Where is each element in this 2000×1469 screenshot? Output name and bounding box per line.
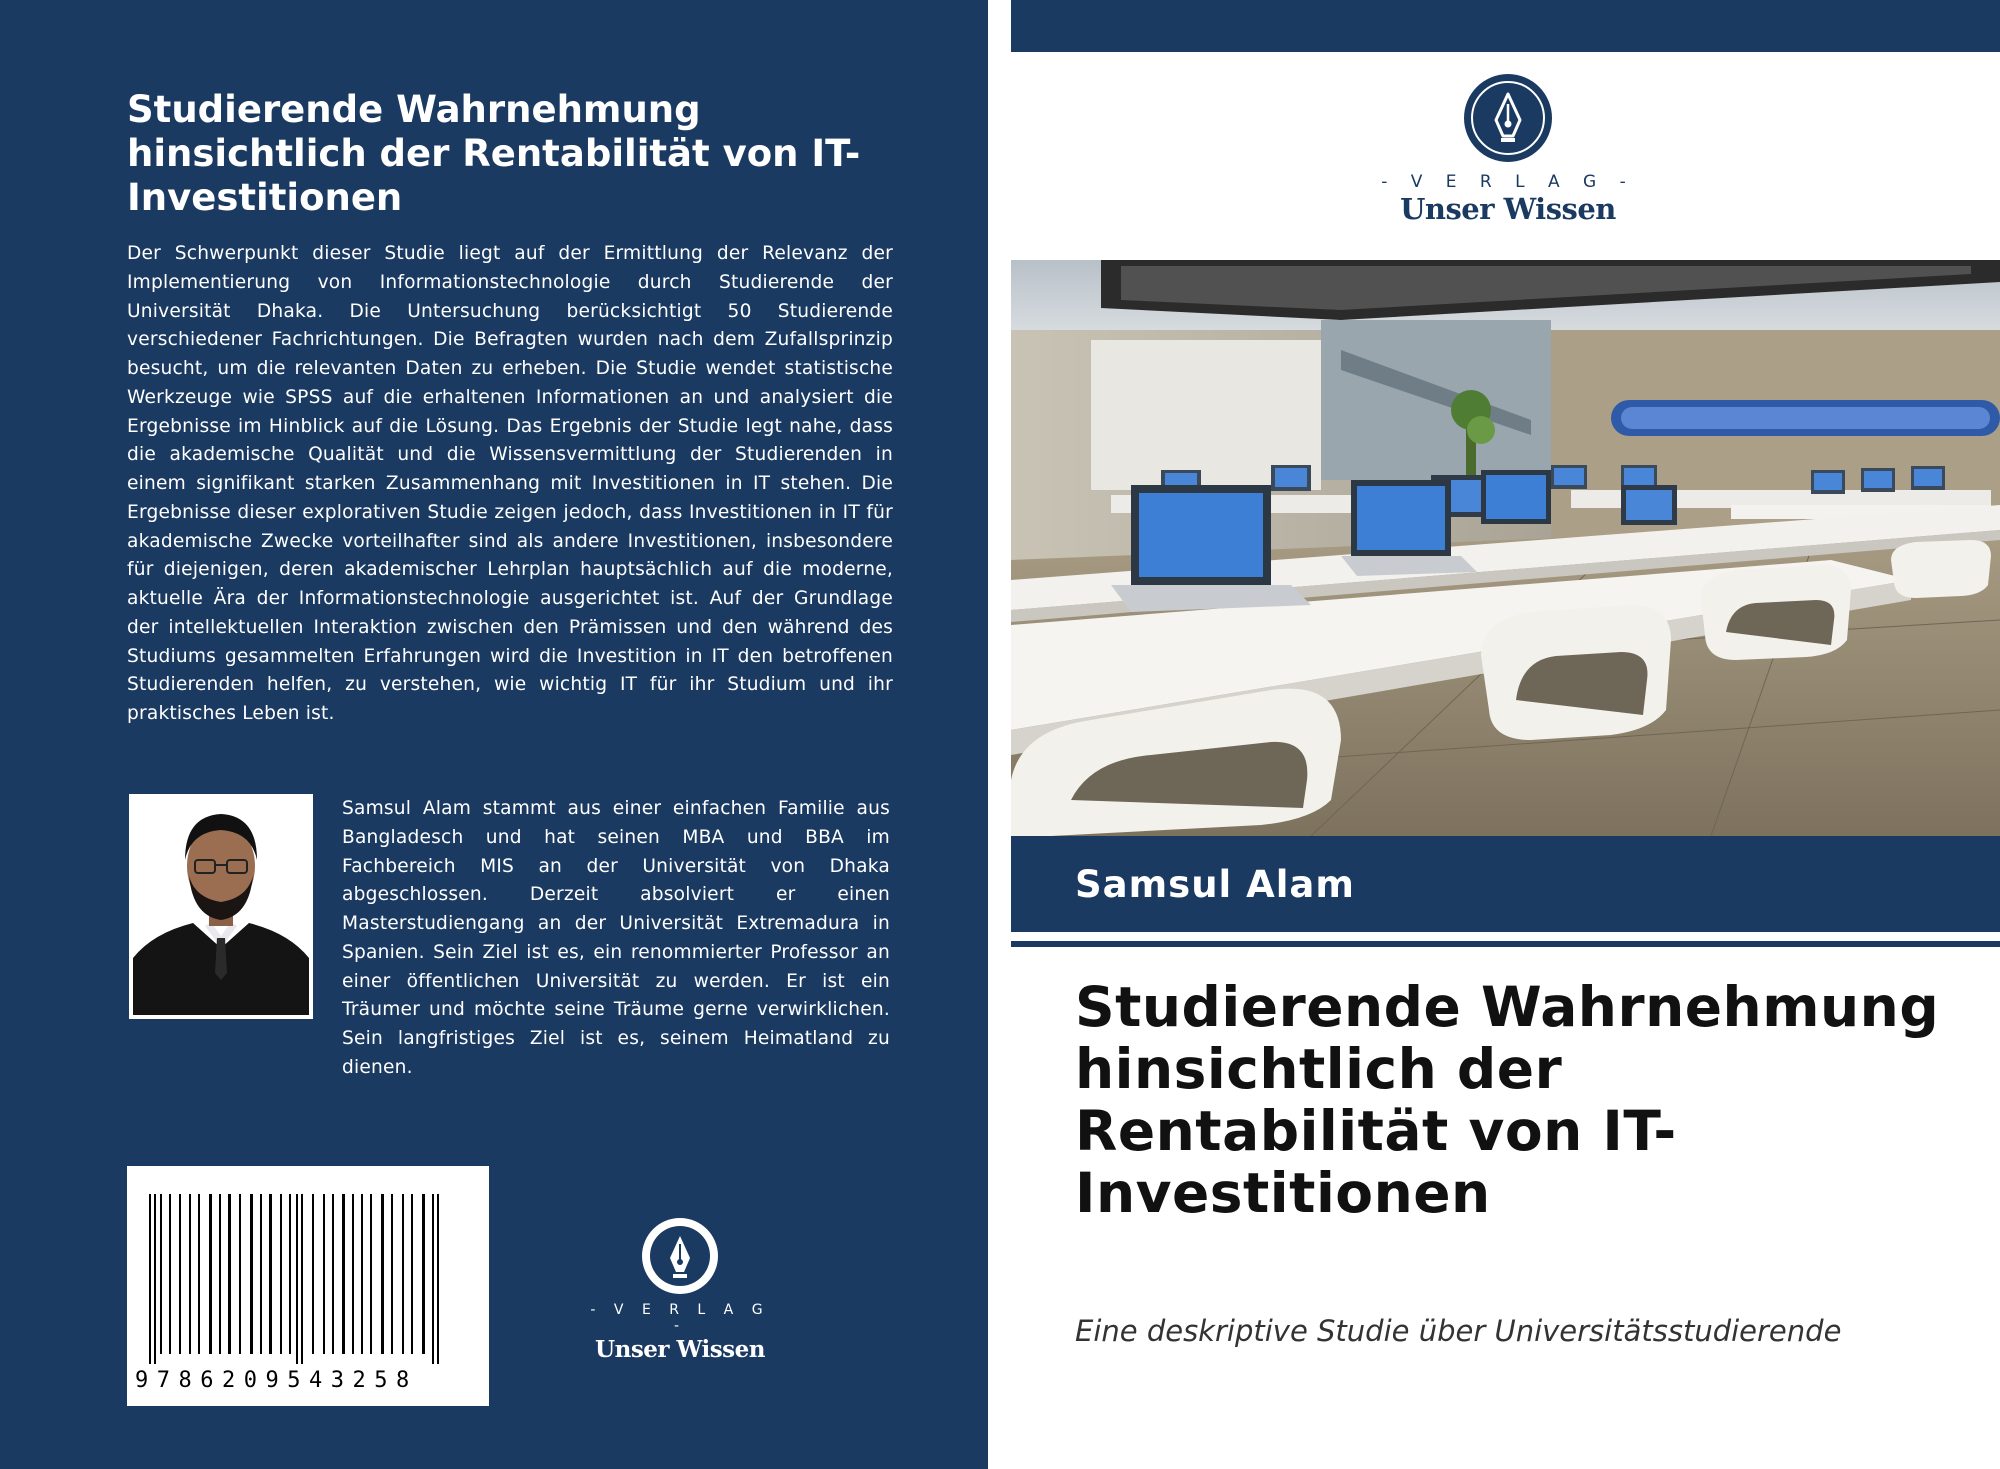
author-photo — [129, 794, 313, 1019]
barcode-bar — [228, 1194, 231, 1354]
fountain-pen-nib-icon — [1462, 72, 1554, 164]
back-publisher-logo — [580, 1216, 780, 1363]
barcode-bar — [411, 1194, 413, 1354]
back-logo-verlag: - V E R L A G - — [590, 1302, 770, 1334]
cover-photo-computer-lab — [1011, 260, 2000, 836]
barcode-bar — [332, 1194, 334, 1354]
barcode-bar — [209, 1194, 212, 1354]
front-divider — [1011, 941, 2000, 947]
barcode-bar — [437, 1194, 439, 1364]
barcode-bar — [160, 1194, 162, 1354]
front-cover — [1011, 0, 2000, 1469]
barcode-bar — [361, 1194, 363, 1354]
front-logo-name: Unser Wissen — [1400, 192, 1616, 226]
barcode-bar — [289, 1194, 291, 1354]
barcode-bar — [422, 1194, 425, 1354]
barcode-bar — [219, 1194, 221, 1354]
barcode-bar — [169, 1194, 171, 1354]
book-spine — [988, 0, 1011, 1469]
barcode-bar — [402, 1194, 404, 1354]
barcode-bar — [432, 1194, 434, 1364]
front-cover-subtitle: Eine deskriptive Studie über Universitätsstudierende — [1075, 1314, 1842, 1348]
front-publisher-logo — [1373, 72, 1643, 226]
barcode-bar — [323, 1194, 325, 1354]
back-logo-name: Unser Wissen — [595, 1336, 765, 1363]
fountain-pen-nib-icon — [640, 1216, 720, 1296]
barcode-bar — [269, 1194, 272, 1354]
barcode-bar — [370, 1194, 372, 1354]
back-cover — [0, 0, 988, 1469]
front-author-name: Samsul Alam — [1075, 863, 1355, 906]
barcode-icon — [127, 1166, 489, 1371]
barcode-bar — [301, 1194, 303, 1364]
barcode-bar — [198, 1194, 200, 1354]
barcode-bar — [260, 1194, 262, 1354]
author-bio: Samsul Alam stammt aus einer einfachen Familie aus Bangladesch und hat seinen MBA und BBA im Fachbereich MIS an der Universität von Dhaka abgeschlossen. Derzeit absolviert er einen Masterstudiengang an der Universität Extremadura in Spanien. Sein Ziel ist es, ein renommierter Professor an einer öffentlichen Universität zu werden. Er ist ein Träumer und möchte seine Träume gerne verwirklichen. Sein langfristiges Ziel ist es, seinem Heimatland zu dienen. — [342, 798, 890, 1078]
author-portrait-icon — [133, 798, 309, 1015]
author-bar — [1011, 836, 2000, 932]
barcode-bar — [381, 1194, 384, 1354]
barcode-bar — [342, 1194, 345, 1354]
front-logo-verlag: - V E R L A G - — [1381, 172, 1635, 192]
barcode-bar — [352, 1194, 354, 1354]
front-top-bar — [1011, 0, 2000, 52]
barcode-bar — [391, 1194, 393, 1354]
back-cover-title: Studierende Wahrnehmung hinsichtlich der Rentabilität von IT-Investitionen — [127, 88, 861, 219]
barcode-bar — [179, 1194, 181, 1354]
isbn-digits: 9786209543258 — [135, 1368, 418, 1393]
front-cover-title: Studierende Wahrnehmung hinsichtlich der Rentabilität von IT-Investitionen — [1075, 975, 1940, 1225]
barcode-bar — [280, 1194, 282, 1354]
barcode-bar — [296, 1194, 298, 1364]
back-cover-blurb: Der Schwerpunkt dieser Studie liegt auf der Ermittlung der Relevanz der Implementierung von Informationstechnologie durch Studierende der Universität Dhaka. Die Untersuchung berücksichtigt 50 Studierende verschiedener Fachrichtungen. Die Befragten wurden nach dem Zufallsprinzip besucht, um die relevanten Daten zu erheben. Die Studie wendet statistische Werkzeuge wie SPSS auf die erhaltenen Informationen an und analysiert die Ergebnisse im Hinblick auf die Lösung. Das Ergebnis der Studie legt nahe, dass die akademische Qualität und die Wissensvermittlung der Studierenden in einem signifikant starken Zusammenhang mit Investitionen in IT stehen. Die Ergebnisse dieser explorativen Studie zeigen jedoch, dass Investitionen in IT für akademische Zwecke vorteilhafter sind als andere Investitionen, insbesondere für diejenigen, deren akademischer Lehrplan hauptsächlich auf die moderne, aktuelle Ära der Informationstechnologie ausgerichtet ist. Auf der Grundlage der intellektuellen Interaktion zwischen den Prämissen und den während des Studiums gesammelten Erfahrungen wird die Investition in IT den betroffenen Studierenden helfen, zu verstehen, wie wichtig IT für ihr Studium und ihr praktisches Leben ist. — [127, 243, 893, 724]
barcode-bar — [189, 1194, 191, 1354]
computer-lab-illustration — [1011, 260, 2000, 836]
barcode-bar — [312, 1194, 314, 1354]
barcode-bar — [250, 1194, 253, 1354]
isbn-barcode — [127, 1166, 489, 1406]
barcode-bar — [149, 1194, 151, 1364]
barcode-bar — [239, 1194, 241, 1354]
barcode-bar — [154, 1194, 156, 1364]
